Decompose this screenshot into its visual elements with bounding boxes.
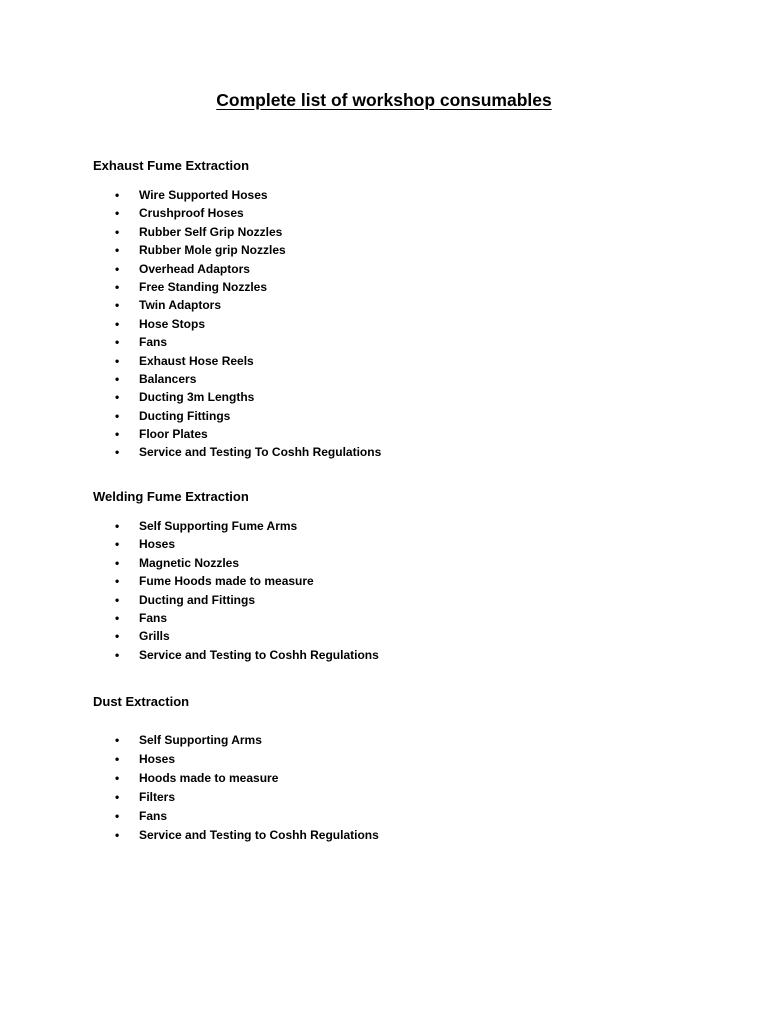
bullet-icon: • (115, 537, 120, 552)
list-item-text: Ducting and Fittings (139, 592, 255, 607)
bullet-icon: • (115, 828, 120, 842)
list-item (93, 443, 693, 461)
item-list (93, 186, 693, 462)
list-item-text: Magnetic Nozzles (139, 555, 240, 570)
list-item-text: Floor Plates (139, 427, 208, 442)
list-item (93, 296, 693, 314)
list-item (93, 788, 693, 807)
list-item (93, 370, 693, 388)
list-item-text: Free Standing Nozzles (139, 279, 268, 294)
list-item-text: Overhead Adaptors (139, 261, 250, 276)
list-item (93, 591, 693, 609)
list-item-text: Self Supporting Arms (139, 733, 262, 747)
list-item (93, 186, 693, 204)
list-item (93, 425, 693, 443)
list-item-text: Service and Testing to Coshh Regulations (139, 828, 379, 842)
bullet-icon: • (115, 629, 120, 644)
list-item (93, 646, 693, 664)
bullet-icon: • (115, 188, 120, 202)
bullet-icon: • (115, 574, 120, 589)
bullet-icon: • (115, 298, 120, 313)
bullet-icon: • (115, 371, 120, 386)
list-item-text: Fans (139, 610, 168, 625)
list-item (93, 352, 693, 370)
bullet-icon: • (115, 390, 120, 405)
bullet-icon: • (115, 790, 120, 804)
list-item-text: Service and Testing To Coshh Regulations (139, 445, 382, 460)
bullet-icon: • (115, 427, 120, 442)
list-item-text: Rubber Mole grip Nozzles (139, 243, 286, 258)
bullet-icon: • (115, 335, 120, 350)
list-item (93, 826, 693, 845)
list-item-text: Wire Supported Hoses (139, 188, 268, 202)
list-item-text: Hoods made to measure (139, 771, 279, 785)
list-item-text: Ducting Fittings (139, 408, 231, 423)
bullet-icon: • (115, 771, 120, 785)
list-item (93, 769, 693, 788)
bullet-icon: • (115, 316, 120, 331)
list-item (93, 204, 693, 222)
bullet-icon: • (115, 752, 120, 766)
list-item-text: Fans (139, 335, 168, 350)
bullet-icon: • (115, 592, 120, 607)
bullet-icon: • (115, 519, 120, 533)
list-item-text: Grills (139, 629, 170, 644)
bullet-icon: • (115, 445, 120, 460)
list-item (93, 278, 693, 296)
list-item-text: Ducting 3m Lengths (139, 390, 255, 405)
list-item (93, 750, 693, 769)
list-item (93, 407, 693, 425)
section-heading: Dust Extraction (93, 694, 190, 709)
list-item-text: Hoses (139, 752, 176, 766)
document-title: Complete list of workshop consumables (216, 90, 552, 110)
list-item-text: Hose Stops (139, 316, 206, 331)
section-heading: Welding Fume Extraction (93, 489, 249, 504)
list-item (93, 731, 693, 750)
list-item-text: Service and Testing to Coshh Regulations (139, 647, 379, 662)
bullet-icon: • (115, 224, 120, 239)
list-item (93, 333, 693, 351)
item-list (93, 517, 693, 664)
section-welding-fume-extraction (93, 488, 693, 664)
list-item (93, 315, 693, 333)
list-item (93, 223, 693, 241)
bullet-icon: • (115, 733, 120, 747)
list-item-text: Fume Hoods made to measure (139, 574, 314, 589)
bullet-icon: • (115, 647, 120, 662)
list-item-text: Hoses (139, 537, 176, 552)
list-item (93, 572, 693, 590)
bullet-icon: • (115, 279, 120, 294)
list-item (93, 517, 693, 535)
list-item (93, 535, 693, 553)
bullet-icon: • (115, 206, 120, 221)
bullet-icon: • (115, 555, 120, 570)
list-item (93, 260, 693, 278)
list-item-text: Self Supporting Fume Arms (139, 519, 298, 533)
list-item-text: Balancers (139, 371, 197, 386)
list-item (93, 609, 693, 627)
list-item (93, 388, 693, 406)
list-item-text: Fans (139, 809, 168, 823)
item-list (93, 731, 693, 845)
list-item (93, 554, 693, 572)
bullet-icon: • (115, 610, 120, 625)
list-item (93, 627, 693, 645)
bullet-icon: • (115, 353, 120, 368)
section-exhaust-fume-extraction (93, 157, 693, 462)
bullet-icon: • (115, 243, 120, 258)
bullet-icon: • (115, 809, 120, 823)
list-item-text: Exhaust Hose Reels (139, 353, 254, 368)
section-heading: Exhaust Fume Extraction (93, 158, 250, 173)
bullet-icon: • (115, 261, 120, 276)
section-dust-extraction (93, 693, 693, 845)
list-item-text: Crushproof Hoses (139, 206, 244, 221)
bullet-icon: • (115, 408, 120, 423)
list-item-text: Rubber Self Grip Nozzles (139, 224, 283, 239)
list-item-text: Twin Adaptors (139, 298, 221, 313)
list-item (93, 807, 693, 826)
list-item-text: Filters (139, 790, 176, 804)
list-item (93, 241, 693, 259)
